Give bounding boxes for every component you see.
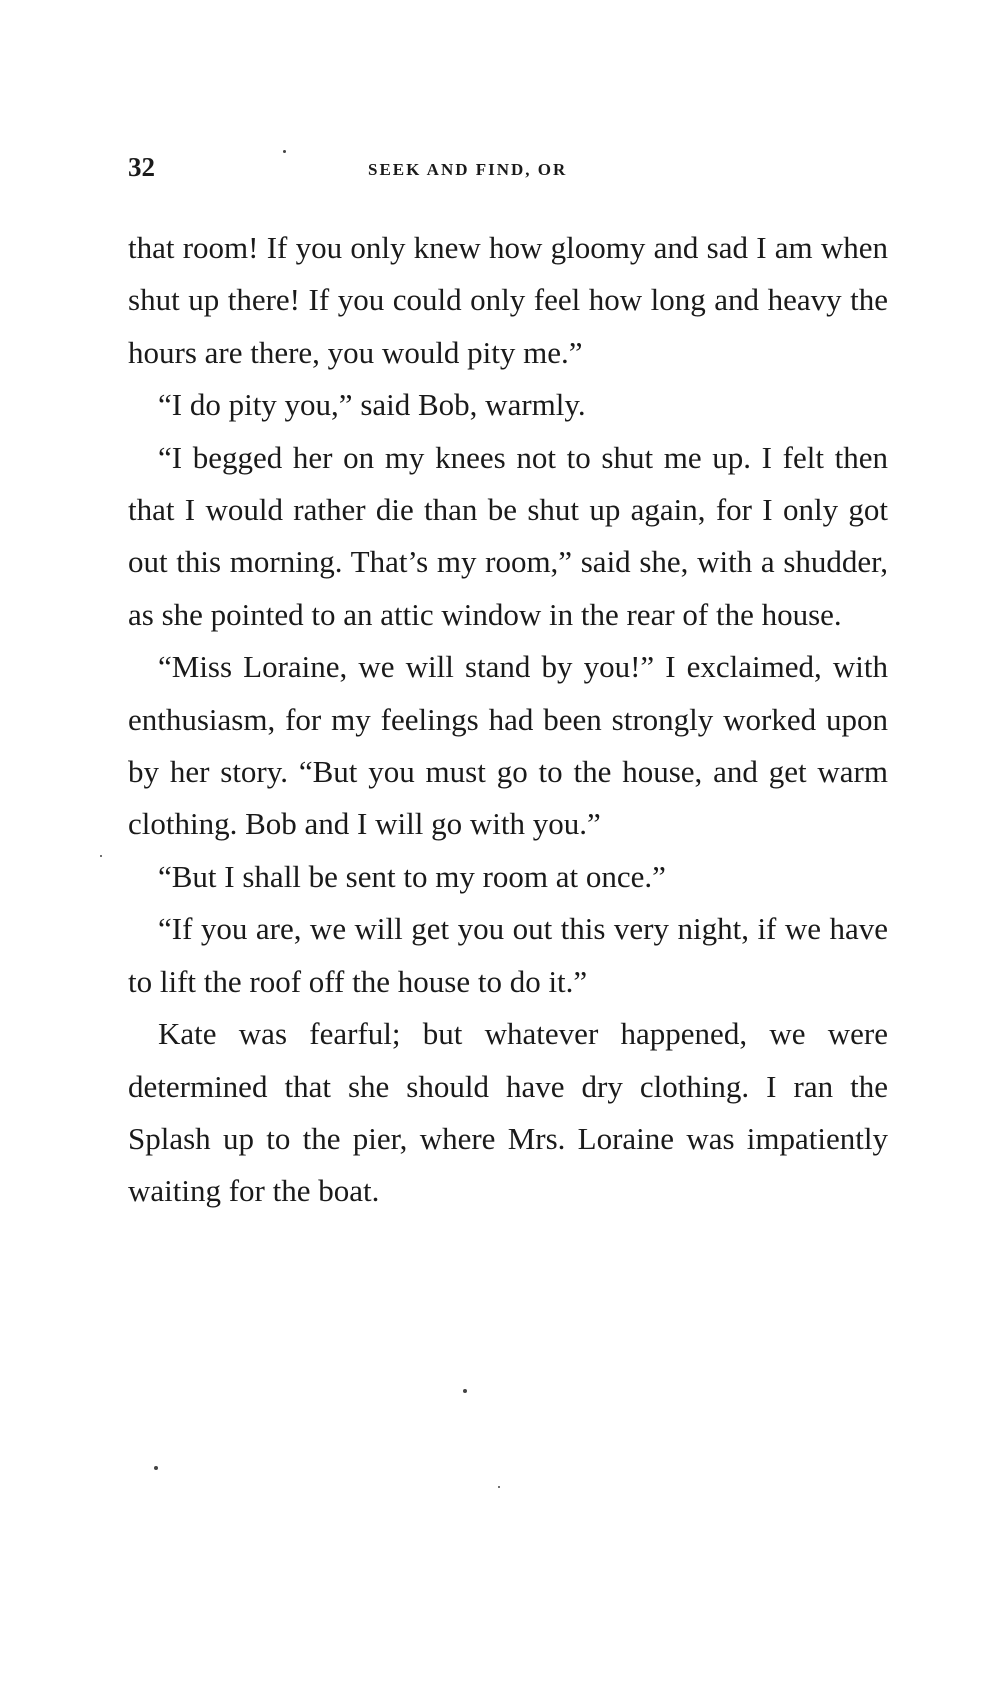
scan-speck xyxy=(154,1466,158,1470)
paragraph: “If you are, we will get you out this very night, if we have to lift the roof off the house to do it.” xyxy=(128,911,888,999)
page-number: 32 xyxy=(128,152,155,182)
running-title: SEEK AND FIND, OR xyxy=(368,160,568,179)
paragraph: that room! If you only knew how gloomy and sad I am when shut up there! If you could only feel how long and heavy the hours are there, you would pity me.” xyxy=(128,230,888,370)
scan-speck xyxy=(498,1486,500,1488)
body-text xyxy=(128,222,888,1218)
paragraph: “I do pity you,” said Bob, warmly. xyxy=(158,387,586,423)
scan-speck xyxy=(100,855,102,857)
scan-speck xyxy=(463,1389,467,1393)
paragraph: “I begged her on my knees not to shut me up. I felt then that I would rather die than be shut up again, for I only got out this morning. That’s my room,” said she, with a shudder, as she pointed to an attic window in the rear of the house. xyxy=(128,439,888,632)
paragraph: “Miss Loraine, we will stand by you!” I exclaimed, with enthusiasm, for my feelings had been strongly worked upon by her story. “But you must go to the house, and get warm clothing. Bob and I will go with you.” xyxy=(128,649,888,842)
scan-speck xyxy=(283,150,286,153)
paragraph: Kate was fearful; but whatever happened, we were determined that she should have dry clothing. I ran the Splash up to the pier, where Mrs. Loraine was impatiently waiting for the boat. xyxy=(128,1016,888,1209)
paragraph: “But I shall be sent to my room at once.” xyxy=(158,858,666,894)
page-header xyxy=(128,152,888,192)
